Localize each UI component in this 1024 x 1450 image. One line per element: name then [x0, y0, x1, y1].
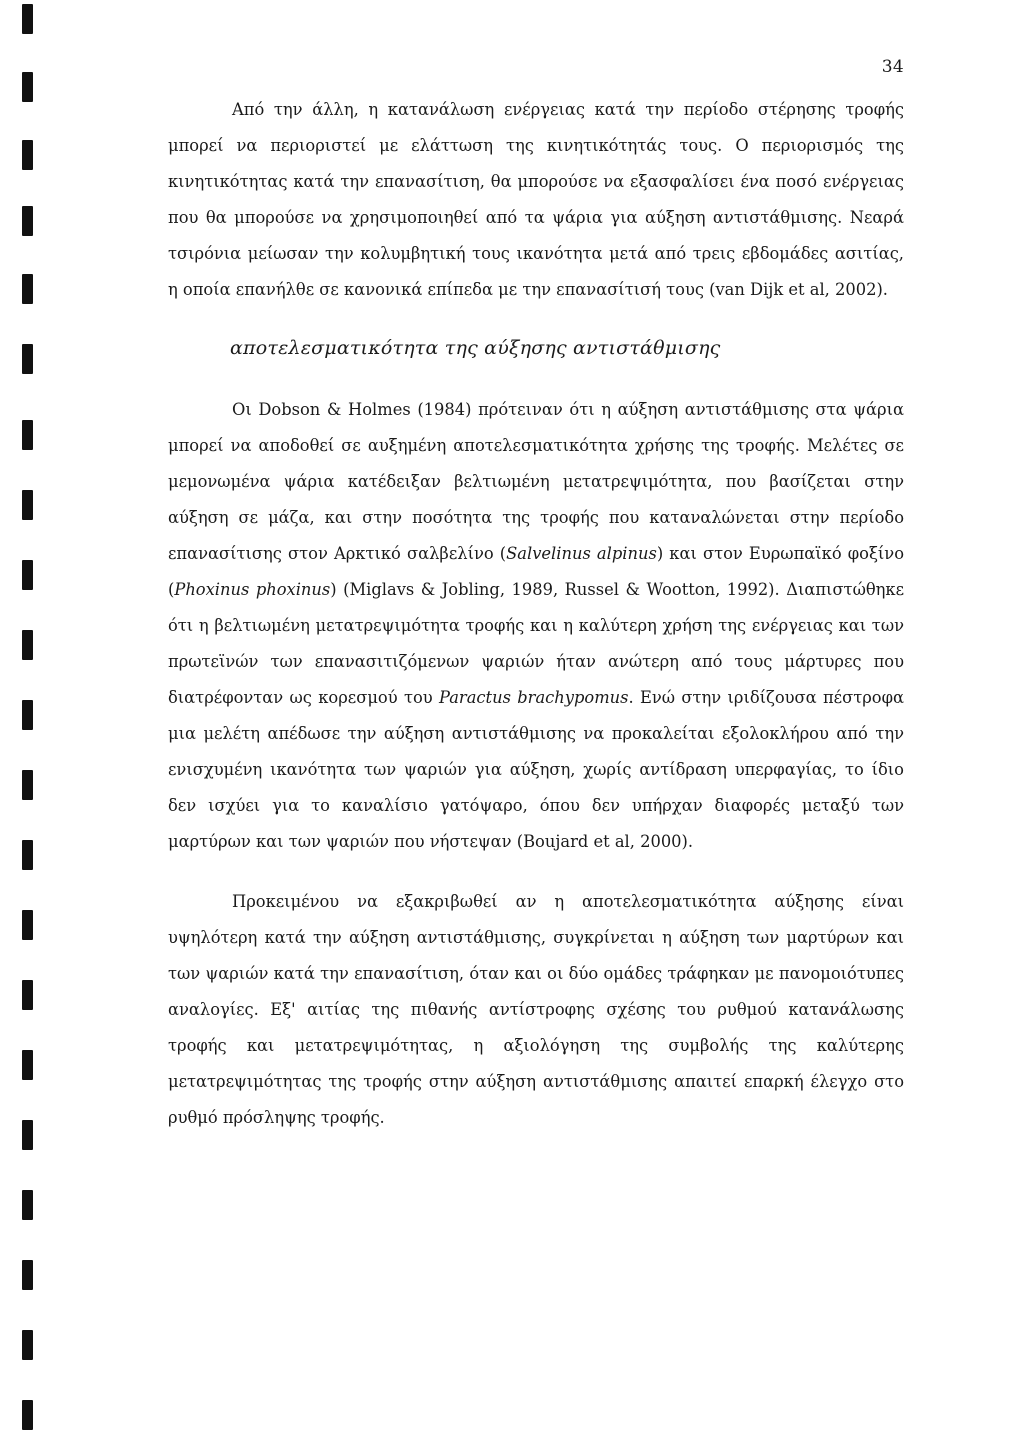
species-name: Phoxinus phoxinus [174, 580, 331, 599]
binding-mark [22, 490, 33, 520]
binding-mark [22, 274, 33, 304]
binding-mark [22, 980, 33, 1010]
binding-mark [22, 560, 33, 590]
binding-mark [22, 1120, 33, 1150]
section-heading: αποτελεσματικότητα της αύξησης αντιστάθμισης [230, 337, 721, 359]
binding-mark [22, 1330, 33, 1360]
binding-mark [22, 1400, 33, 1430]
binding-mark [22, 206, 33, 236]
binding-mark [22, 72, 33, 102]
text-run: . Ενώ στην ιριδίζουσα πέστροφα μια μελέτη απέδωσε την αύξηση αντιστάθμισης να προκαλείται εξολοκλήρου από την ενισχυμένη ικανότητα των ψαριών για αύξηση, χωρίς αντίδραση υπερφαγίας, το ίδιο δεν ισχύει για το καναλίσιο γατόψαρο, όπου δεν υπήρχαν διαφορές μεταξύ των μαρτύρων και των ψαριών που νήστεψαν (Boujard et al, 2000). [168, 688, 904, 851]
binding-mark [22, 630, 33, 660]
paragraph-energy: Από την άλλη, η κατανάλωση ενέργειας κατά την περίοδο στέρησης τροφής μπορεί να περιοριστεί με ελάττωση της κινητικότητάς τους. Ο περιορισμός της κινητικότητας κατά την επανασίτιση, θα μπορούσε να εξασφαλίσει ένα ποσό ενέργειας που θα μπορούσε να χρησιμοποιηθεί από τα ψάρια για αύξηση αντιστάθμισης. Νεαρά τσιρόνια μείωσαν την κολυμβητική τους ικανότητα μετά από τρεις εβδομάδες ασιτίας, η οποία επανήλθε σε κανονικά επίπεδα με την επανασίτισή τους (van Dijk et al, 2002). [168, 100, 904, 299]
binding-mark [22, 1190, 33, 1220]
paragraph-comparison: Προκειμένου να εξακριβωθεί αν η αποτελεσματικότητα αύξησης είναι υψηλότερη κατά την αύξηση αντιστάθμισης, συγκρίνεται η αύξηση των μαρτύρων και των ψαριών κατά την επανασίτιση, όταν και οι δύο ομάδες τράφηκαν με πανομοιότυπες αναλογίες. Εξ' αιτίας της πιθανής αντίστροφης σχέσης του ρυθμού κατανάλωσης τροφής και μετατρεψιμότητας, η αξιολόγηση της συμβολής της καλύτερης μετατρεψιμότητας της τροφής στην αύξηση αντιστάθμισης απαιτεί επαρκή έλεγχο στο ρυθμό πρόσληψης τροφής. [168, 892, 904, 1127]
binding-mark [22, 1050, 33, 1080]
binding-mark [22, 770, 33, 800]
text-run: ) (Miglavs & Jobling, 1989, Russel & Wootton, 1992). Διαπιστώθηκε ότι η βελτιωμένη μετατρεψιμότητα τροφής και η καλύτερη χρήση της ενέργειας και των πρωτεϊνών των επανασιτιζόμενων ψαριών ήταν ανώτερη από τους μάρτυρες που διατρέφονταν ως κορεσμού του [168, 580, 905, 707]
binding-marks [0, 0, 40, 1450]
binding-mark [22, 840, 33, 870]
binding-mark [22, 700, 33, 730]
binding-mark [22, 4, 33, 34]
binding-mark [22, 420, 33, 450]
text-run: ) και στον Ευρωπαϊκό φοξίνο ( [168, 544, 905, 599]
species-name: Paractus brachypomus [439, 688, 629, 707]
text-run: Οι Dobson & Holmes (1984) πρότειναν ότι η αύξηση αντιστάθμισης στα ψάρια μπορεί να αποδοθεί σε αυξημένη αποτελεσματικότητα χρήσης της τροφής. Μελέτες σε μεμονωμένα ψάρια κατέδειξαν βελτιωμένη μετατρεψιμότητα, που βασίζεται στην αύξηση σε μάζα, και στην ποσότητα της τροφής που καταναλώνεται στην περίοδο επανασίτισης στον Αρκτικό σαλβελίνο ( [168, 400, 904, 563]
species-name: Salvelinus alpinus [506, 544, 657, 563]
binding-mark [22, 910, 33, 940]
page-number: 34 [881, 57, 904, 77]
binding-mark [22, 344, 33, 374]
binding-mark [22, 1260, 33, 1290]
paragraph-efficiency [168, 392, 904, 860]
page-content [168, 92, 904, 1136]
binding-mark [22, 140, 33, 170]
